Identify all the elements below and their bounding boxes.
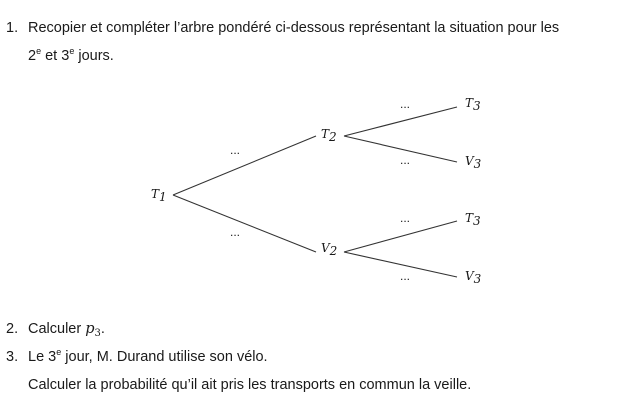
branch-root-bottom (173, 195, 316, 252)
q2-text: Calculer $p_3$. (28, 321, 105, 339)
node-bottom: V2 (321, 241, 338, 258)
leaf-1: T3 (465, 96, 481, 113)
q1-text-line2: 2e et 3e jours. (28, 46, 114, 64)
q3-text-line2: Calculer la probabilité qu’il ait pris les transports en commun la veille. (28, 377, 472, 393)
q3-number: 3. (6, 349, 19, 365)
q3-text-line1: Le 3e jour, M. Durand utilise son vélo. (28, 347, 268, 365)
branch-bottom-top (344, 221, 457, 252)
node-root: T1 (151, 187, 167, 204)
q1-text-line1: Recopier et compléter l’arbre pondéré ci-dessous représentant la situation pour les (28, 20, 560, 36)
leaf-2: V3 (465, 154, 482, 171)
q1-number: 1. (6, 20, 19, 36)
prob-bottom-top: ... (400, 211, 411, 225)
branch-top-top (344, 107, 457, 136)
node-top: T2 (321, 127, 337, 144)
prob-top-top: ... (400, 97, 411, 111)
prob-bottom-bottom: ... (400, 269, 411, 283)
prob-root-bottom: ... (230, 225, 241, 239)
branch-root-top (173, 136, 316, 195)
q2-number: 2. (6, 321, 19, 337)
prob-root-top: ... (230, 143, 241, 157)
prob-top-bottom: ... (400, 153, 411, 167)
leaf-4: V3 (465, 269, 482, 286)
leaf-3: T3 (465, 211, 481, 228)
